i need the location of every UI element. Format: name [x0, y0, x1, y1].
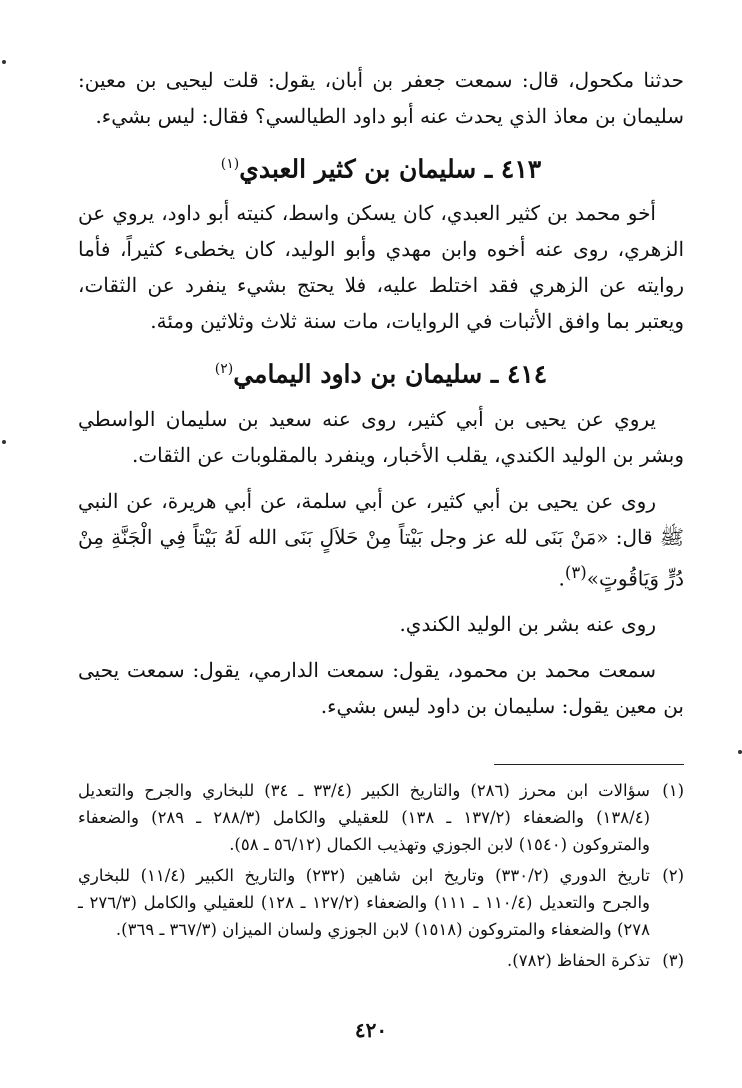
footnote-3: [78, 947, 684, 974]
entry-414-paragraph-3: روى عنه بشر بن الوليد الكندي.: [399, 612, 656, 637]
margin-mark: [2, 440, 6, 444]
footnote-ref-3: (٣): [564, 562, 587, 582]
footnote-text: سؤالات ابن محرز (٢٨٦) والتاريخ الكبير (٣٣/٤ ـ ٣٤) للبخاري والجرح والتعديل (١٣٨/٤) والضعفاء (١٣٧/٢ ـ ١٣٨) للعقيلي والكامل (٢٨٨/٣ ـ ٢٨٩) والضعفاء والمتروكون (١٥٤٠) لابن الجوزي وتهذيب الكمال (٥٦/١٢ ـ ٥٨).: [78, 781, 650, 855]
footnote-ref-2: (٢): [214, 361, 234, 378]
footnote-text: تذكرة الحفاظ (٧٨٢).: [507, 951, 650, 971]
page-body: [78, 62, 684, 1048]
footnote-text: تاريخ الدوري (٣٣٠/٢) وتاريخ ابن شاهين (٢٣٢) والتاريخ الكبير (١١/٤) للبخاري والجرح والتعديل (١١٠/٤ ـ ١١١) والضعفاء (١٢٧/٢ ـ ١٢٨) للعقيلي والكامل (٢٧٦/٣ ـ ٢٧٨) والضعفاء والمتروكون (١٥١٨) لابن الجوزي ولسان الميزان (٣٦٧/٣ ـ ٣٦٩).: [78, 866, 650, 940]
entry-414-heading: [78, 349, 684, 394]
hadith-text: روى عن يحيى بن أبي كثير، عن أبي سلمة، عن أبي هريرة، عن النبي ﷺ قال: «مَنْ بَنَى لله عز وجل بَيْتاً مِنْ حَلاَلٍ بَنَى الله لَهُ بَيْتاً فِي الْجَنَّةِ مِنْ دُرٍّ وَيَاقُوتٍ»: [78, 488, 684, 591]
margin-mark: [2, 60, 6, 64]
entry-413-body: أخو محمد بن كثير العبدي، كان يسكن واسط، كنيته أبو داود، يروي عن الزهري، روى عنه أخوه وابن مهدي وأبو الوليد، كان يخطىء كثيراً، فأما روايته عن الزهري فقد اختلط عليه، فلا يحتج بشيء ينفرد عن الثقات، ويعتبر بما وافق الأثبات في الروايات، مات سنة ثلاث وثلاثين ومئة.: [78, 201, 684, 334]
footnote-number: (٢): [662, 866, 684, 886]
footnote-2: [78, 862, 684, 943]
entry-413-heading: [78, 144, 684, 189]
entry-414-paragraph-1: يروي عن يحيى بن أبي كثير، روى عنه سعيد بن سليمان الواسطي وبشر بن الوليد الكندي، يقلب الأخبار، وينفرد بالمقلوبات عن الثقات.: [78, 406, 684, 467]
hadith-end: .: [558, 566, 565, 591]
margin-mark: [738, 750, 742, 754]
entry-414-paragraph-2: [78, 483, 684, 597]
entry-414-paragraph-4: سمعت محمد بن محمود، يقول: سمعت الدارمي، يقول: سمعت يحيى بن معين يقول: سليمان بن داود ليس بشيء.: [78, 658, 684, 719]
footnote-1: [78, 777, 684, 858]
footnote-number: (٣): [662, 951, 684, 971]
footnote-ref-1: (١): [220, 156, 240, 172]
intro-paragraph: حدثنا مكحول، قال: سمعت جعفر بن أبان، يقول: قلت ليحيى بن معين: سليمان بن معاذ الذي يحدث عنه أبو داود الطيالسي؟ فقال: ليس بشيء.: [78, 68, 684, 128]
footnote-number: (١): [662, 781, 684, 801]
entry-413-title: ٤١٣ ـ سليمان بن كثير العبدي: [239, 154, 542, 184]
page-number: ٤٢٠: [354, 1018, 388, 1042]
footnote-separator: [494, 764, 684, 765]
entry-414-title: ٤١٤ ـ سليمان بن داود اليمامي: [233, 359, 548, 389]
